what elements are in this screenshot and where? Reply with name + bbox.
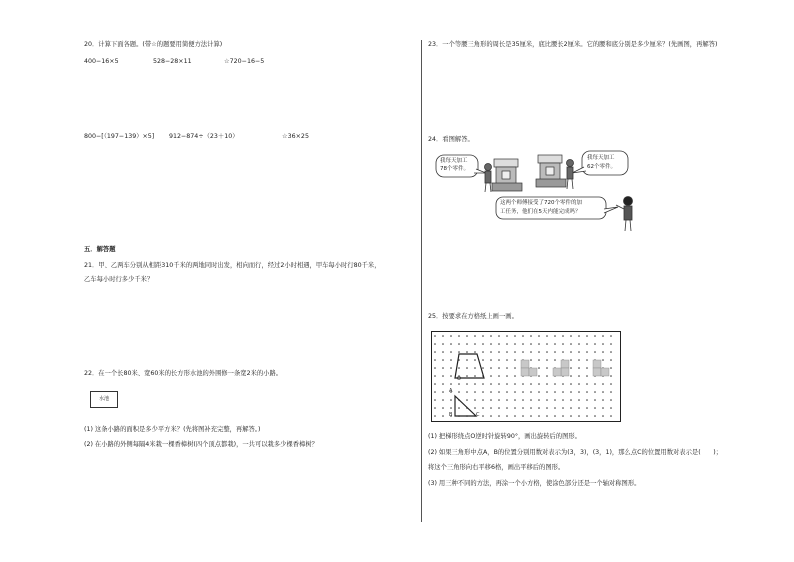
- grid-dot: [578, 383, 580, 385]
- grid-dot: [514, 407, 516, 409]
- grid-dot: [570, 415, 572, 417]
- grid-dot: [458, 335, 460, 337]
- teacher-icon: [616, 197, 633, 232]
- grid-dot: [530, 359, 532, 361]
- grid-dot: [562, 407, 564, 409]
- grid-dot: [474, 407, 476, 409]
- grid-dot: [554, 391, 556, 393]
- grid-dot: [562, 343, 564, 345]
- grid-dot: [466, 343, 468, 345]
- grid-dot: [610, 399, 612, 401]
- q23-text: 23．一个等腰三角形的周长是35厘米，底比腰长2厘米。它的腰和底分别是多少厘米？(先画图，再解答): [428, 41, 718, 48]
- grid-dot: [554, 359, 556, 361]
- grid-dot: [570, 359, 572, 361]
- grid-dot: [530, 399, 532, 401]
- grid-dot: [522, 383, 524, 385]
- grid-dot: [490, 359, 492, 361]
- q22-sub2: (2) 在小路的外侧每隔4米栽一棵香樟树(四个顶点都栽)，一共可以栽多少棵香樟树？: [84, 441, 318, 448]
- grid-dot: [586, 343, 588, 345]
- grid-dot: [570, 351, 572, 353]
- grid-dot: [498, 383, 500, 385]
- q22-line1: 22．在一个长80米、宽60米的长方形水池的外围修一条宽2米的小路。: [84, 370, 283, 377]
- grid-dot: [490, 415, 492, 417]
- grid-dot: [586, 375, 588, 377]
- grid-dot: [570, 391, 572, 393]
- grid-dot: [538, 343, 540, 345]
- machine-2-icon: [536, 155, 566, 187]
- q20-title: 20．计算下面各题。(带☆的题要用简便方法计算): [84, 41, 223, 48]
- worker-2-icon: [567, 160, 574, 190]
- grid-dot: [570, 367, 572, 369]
- point-c-label: C: [476, 412, 480, 418]
- grid-dot: [490, 367, 492, 369]
- bubble2-line2: 62个零件。: [587, 164, 616, 170]
- trapezoid-shape: [455, 354, 484, 378]
- grid-dot: [602, 391, 604, 393]
- grid-dot: [434, 359, 436, 361]
- grid-dot: [490, 351, 492, 353]
- grid-dot: [546, 383, 548, 385]
- grid-dot: [450, 359, 452, 361]
- shaded-figure-1: [521, 360, 537, 376]
- grid-dot: [506, 391, 508, 393]
- q21-line2: 乙车每小时行多少千米？: [84, 276, 154, 283]
- grid-dot: [610, 415, 612, 417]
- grid-dot: [546, 391, 548, 393]
- grid-dot: [570, 383, 572, 385]
- grid-dot: [506, 359, 508, 361]
- grid-dot: [578, 359, 580, 361]
- grid-dot: [466, 359, 468, 361]
- grid-dot: [498, 407, 500, 409]
- grid-dot: [474, 359, 476, 361]
- grid-dot: [586, 351, 588, 353]
- worker-1-icon: [485, 164, 492, 193]
- grid-dot: [570, 335, 572, 337]
- grid-dot: [570, 375, 572, 377]
- grid-dot: [546, 399, 548, 401]
- grid-dot: [466, 399, 468, 401]
- grid-dot: [594, 351, 596, 353]
- grid-dot: [538, 367, 540, 369]
- grid-dot: [450, 375, 452, 377]
- q22-sub1: (1) 这条小路的面积是多少平方米？(先将图补充完整，再解答。): [84, 426, 261, 433]
- grid-dot: [466, 383, 468, 385]
- grid-dot: [466, 391, 468, 393]
- grid-dot: [610, 391, 612, 393]
- grid-dot: [498, 391, 500, 393]
- grid-dot: [450, 351, 452, 353]
- grid-dot: [554, 383, 556, 385]
- grid-dot: [514, 383, 516, 385]
- grid-dot: [506, 335, 508, 337]
- grid-dot: [546, 351, 548, 353]
- grid-dot: [610, 335, 612, 337]
- grid-dot: [434, 407, 436, 409]
- grid-dot: [546, 375, 548, 377]
- grid-dot: [482, 383, 484, 385]
- grid-dot: [434, 367, 436, 369]
- grid-dot: [442, 391, 444, 393]
- q20-expr-5: 912−874÷（23＋10）: [169, 133, 239, 140]
- q20-expr-6: ☆36×25: [282, 133, 309, 140]
- column-divider: [421, 40, 422, 522]
- grid-dot: [490, 391, 492, 393]
- grid-dot: [434, 391, 436, 393]
- grid-dot: [586, 407, 588, 409]
- section-heading: 五．解答题: [84, 246, 116, 253]
- grid-dot: [602, 399, 604, 401]
- q24-illustration: [432, 145, 642, 233]
- machine-1-icon: [492, 159, 522, 191]
- grid-dot: [522, 335, 524, 337]
- grid-dot: [562, 399, 564, 401]
- grid-dot: [482, 399, 484, 401]
- grid-dot: [490, 343, 492, 345]
- pool-rectangle: 水池: [90, 391, 118, 408]
- grid-dot: [442, 399, 444, 401]
- grid-dot: [474, 391, 476, 393]
- grid-dot: [554, 335, 556, 337]
- grid-dot: [458, 383, 460, 385]
- grid-dot: [530, 343, 532, 345]
- grid-dot: [506, 351, 508, 353]
- grid-dot: [498, 367, 500, 369]
- grid-dot: [434, 343, 436, 345]
- grid-dot: [442, 343, 444, 345]
- dot-grid: [431, 331, 621, 422]
- grid-dot: [474, 335, 476, 337]
- grid-dot: [490, 399, 492, 401]
- grid-dot: [474, 343, 476, 345]
- bubble1-line1: 我每天加工: [440, 158, 468, 164]
- grid-dot: [450, 343, 452, 345]
- grid-dot: [594, 407, 596, 409]
- grid-dot: [530, 335, 532, 337]
- grid-dot: [506, 415, 508, 417]
- grid-dot: [498, 335, 500, 337]
- grid-dot: [530, 407, 532, 409]
- q20-expr-1: 400−16×5: [84, 58, 119, 65]
- grid-dot: [458, 407, 460, 409]
- grid-dot: [498, 359, 500, 361]
- grid-dot: [538, 383, 540, 385]
- grid-dot: [594, 335, 596, 337]
- grid-dot: [442, 359, 444, 361]
- grid-dot: [578, 367, 580, 369]
- grid-dot: [554, 407, 556, 409]
- grid-dot: [562, 383, 564, 385]
- grid-dot: [602, 415, 604, 417]
- q24-title: 24．看图解答。: [428, 136, 474, 143]
- grid-dot: [602, 343, 604, 345]
- grid-dot: [610, 367, 612, 369]
- grid-dot: [458, 351, 460, 353]
- bubble3-line1: 这两个师傅接受了720个零件的加: [500, 200, 582, 206]
- grid-dot: [522, 343, 524, 345]
- grid-dot: [490, 383, 492, 385]
- grid-dot: [514, 335, 516, 337]
- grid-dot: [434, 399, 436, 401]
- grid-dot: [554, 343, 556, 345]
- grid-dot: [586, 399, 588, 401]
- grid-dot: [586, 335, 588, 337]
- grid-dot: [570, 407, 572, 409]
- grid-dot: [594, 343, 596, 345]
- grid-dot: [506, 383, 508, 385]
- grid-dot: [546, 407, 548, 409]
- grid-dot: [610, 407, 612, 409]
- shaded-figure-2: [553, 360, 569, 376]
- grid-dot: [554, 415, 556, 417]
- grid-dot: [514, 351, 516, 353]
- grid-dot: [610, 383, 612, 385]
- grid-dot: [538, 391, 540, 393]
- grid-dot: [482, 335, 484, 337]
- grid-dot: [514, 375, 516, 377]
- bubble1-line2: 78个零件。: [440, 166, 469, 172]
- grid-dot: [482, 359, 484, 361]
- q20-expr-3: ☆720−16−5: [224, 58, 265, 65]
- grid-dot: [442, 335, 444, 337]
- grid-dot: [514, 415, 516, 417]
- grid-dot: [514, 343, 516, 345]
- grid-dot: [434, 351, 436, 353]
- grid-dot: [610, 375, 612, 377]
- grid-dot: [586, 391, 588, 393]
- grid-dot: [450, 335, 452, 337]
- q20-expr-4: 800−[（197−139）×5]: [84, 133, 155, 140]
- grid-dot: [450, 407, 452, 409]
- q20-expr-2: 528−28×11: [153, 58, 192, 65]
- grid-dot: [434, 335, 436, 337]
- grid-dot: [538, 399, 540, 401]
- grid-dot: [466, 375, 468, 377]
- grid-dot: [450, 367, 452, 369]
- grid-dot: [522, 399, 524, 401]
- shaded-figure-3: [593, 360, 609, 376]
- grid-dot: [538, 335, 540, 337]
- grid-dot: [578, 415, 580, 417]
- grid-dot: [594, 391, 596, 393]
- bubble2-line1: 我每天加工: [587, 155, 615, 161]
- grid-dot: [458, 367, 460, 369]
- grid-dot: [530, 383, 532, 385]
- grid-dot: [434, 375, 436, 377]
- grid-dot: [546, 415, 548, 417]
- grid-dot: [578, 391, 580, 393]
- grid-dot: [586, 415, 588, 417]
- grid-dot: [594, 415, 596, 417]
- grid-dot: [482, 415, 484, 417]
- grid-dot: [498, 343, 500, 345]
- grid-dot: [546, 367, 548, 369]
- grid-dot: [530, 351, 532, 353]
- grid-dot: [610, 343, 612, 345]
- grid-dot: [586, 367, 588, 369]
- point-b-label: B: [449, 412, 453, 418]
- grid-dot: [562, 391, 564, 393]
- grid-dot: [466, 351, 468, 353]
- grid-dot: [554, 351, 556, 353]
- grid-dot: [602, 383, 604, 385]
- grid-dot: [506, 399, 508, 401]
- grid-dot: [578, 399, 580, 401]
- grid-dot: [466, 367, 468, 369]
- grid-dot: [546, 359, 548, 361]
- grid-dot: [546, 343, 548, 345]
- grid-dot: [602, 335, 604, 337]
- grid-dot: [450, 399, 452, 401]
- grid-dot: [594, 383, 596, 385]
- grid-dot: [538, 359, 540, 361]
- q25-sub2b: 将这个三角形向右平移6格，画出平移后的图形。: [428, 464, 565, 471]
- grid-dot: [610, 359, 612, 361]
- grid-dot: [578, 407, 580, 409]
- grid-dot: [578, 343, 580, 345]
- triangle-shape: [455, 396, 476, 416]
- grid-dot: [514, 399, 516, 401]
- point-a-label: A: [449, 388, 453, 394]
- grid-dot: [442, 383, 444, 385]
- grid-dot: [482, 391, 484, 393]
- q25-sub3: (3) 用三种不同的方法，再涂一个小方格，使涂色部分还是一个轴对称图形。: [428, 480, 641, 487]
- grid-dot: [442, 415, 444, 417]
- grid-dot: [490, 375, 492, 377]
- grid-dot: [442, 407, 444, 409]
- grid-dot: [474, 351, 476, 353]
- grid-dot: [586, 383, 588, 385]
- grid-dot: [442, 351, 444, 353]
- grid-dot: [506, 367, 508, 369]
- grid-dot: [514, 359, 516, 361]
- grid-dot: [498, 399, 500, 401]
- grid-dot: [538, 415, 540, 417]
- grid-dot: [442, 367, 444, 369]
- point-o-label: O: [457, 376, 461, 382]
- grid-dot: [474, 367, 476, 369]
- grid-dot: [586, 359, 588, 361]
- grid-dot: [578, 375, 580, 377]
- grid-dot: [602, 407, 604, 409]
- grid-dot: [482, 367, 484, 369]
- grid-dot: [514, 391, 516, 393]
- grid-dot: [546, 335, 548, 337]
- grid-dot: [522, 407, 524, 409]
- grid-dot: [522, 391, 524, 393]
- grid-dot: [594, 399, 596, 401]
- grid-dot: [474, 375, 476, 377]
- grid-dot: [522, 351, 524, 353]
- grid-dot: [498, 351, 500, 353]
- grid-dot: [578, 335, 580, 337]
- grid-dot: [530, 415, 532, 417]
- grid-dot: [602, 351, 604, 353]
- grid-dot: [522, 415, 524, 417]
- grid-dot: [466, 335, 468, 337]
- q25-title: 25．按要求在方格纸上画一画。: [428, 313, 518, 320]
- grid-dot: [474, 383, 476, 385]
- grid-dot: [434, 383, 436, 385]
- grid-dot: [482, 351, 484, 353]
- grid-dot: [442, 375, 444, 377]
- grid-dot: [458, 343, 460, 345]
- grid-dot: [538, 407, 540, 409]
- grid-dot: [514, 367, 516, 369]
- grid-dot: [450, 383, 452, 385]
- q25-sub1: (1) 把梯形绕点O逆时针旋转90°，画出旋转后的图形。: [428, 433, 581, 440]
- grid-dot: [482, 407, 484, 409]
- grid-dot: [562, 335, 564, 337]
- grid-dot: [570, 399, 572, 401]
- grid-dot: [506, 343, 508, 345]
- q21-line1: 21．甲、乙两车分别从相距310千米的两地同时出发，相向而行，经过2小时相遇，甲车每小时行80千米，: [84, 262, 381, 269]
- grid-dot: [506, 375, 508, 377]
- grid-dot: [434, 415, 436, 417]
- grid-dot: [458, 391, 460, 393]
- grid-dot: [562, 415, 564, 417]
- grid-dot: [538, 375, 540, 377]
- grid-dot: [602, 359, 604, 361]
- grid-dot: [498, 415, 500, 417]
- grid-dot: [490, 335, 492, 337]
- grid-dot: [570, 343, 572, 345]
- q25-sub2a: (2) 如果三角形中点A，B的位置分别用数对表示为(3，3)，(3，1)，那么点C的位置用数对表示是( )；: [428, 449, 722, 456]
- grid-dot: [562, 351, 564, 353]
- grid-dot: [490, 407, 492, 409]
- grid-dot: [538, 351, 540, 353]
- grid-dot: [506, 407, 508, 409]
- grid-dot: [554, 399, 556, 401]
- grid-dot: [498, 375, 500, 377]
- grid-dot: [530, 391, 532, 393]
- grid-dot: [578, 351, 580, 353]
- bubble3-line2: 工任务，他们在5天内能完成吗？: [500, 209, 581, 215]
- grid-dot: [610, 351, 612, 353]
- grid-dot: [482, 343, 484, 345]
- grid-dot: [474, 399, 476, 401]
